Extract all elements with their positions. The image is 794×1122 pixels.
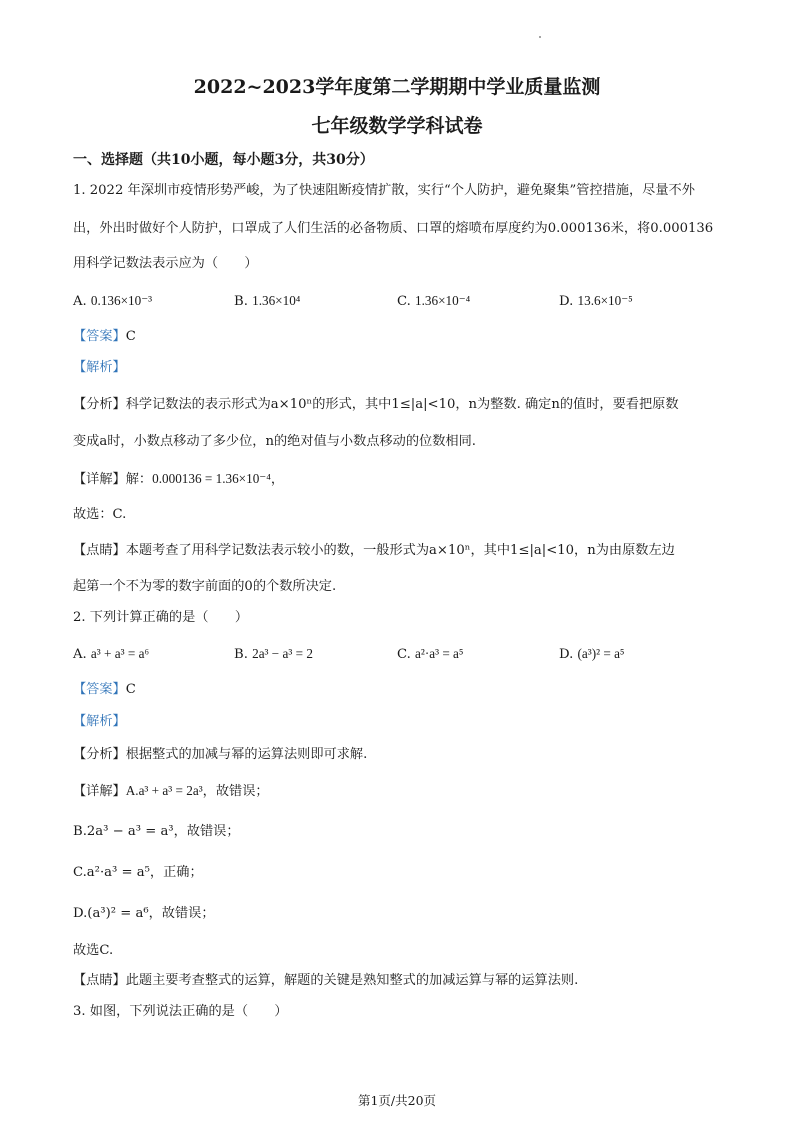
page-number: 第1页/共20页: [357, 1093, 437, 1108]
fenxi-tag: 【分析】: [73, 747, 126, 762]
q2-option-c: [397, 643, 464, 666]
q1-stem-line2: 出，外出时做好个人防护，口罩成了人们生活的必备物质、口罩的熔喷布厚度约为0.000136米，将0.000136: [73, 221, 714, 236]
q1-fenxi-line2: 变成a时，小数点移动了多少位，n的绝对值与小数点移动的位数相同.: [73, 434, 476, 449]
analysis-tag: 【解析】: [73, 360, 126, 375]
q2-analysis-tag: [73, 711, 126, 733]
q2-stem: 2. 下列计算正确的是（ ）: [73, 610, 249, 625]
dianjing-tag: 【点睛】: [73, 543, 126, 558]
q1-option-c: [397, 290, 470, 313]
detail-text: 解：0.000136 = 1.36×10⁻⁴，: [125, 471, 285, 486]
q1-dianjing-line1: [73, 540, 675, 562]
exam-title: 2022~2023学年度第二学期期中学业质量监测: [193, 76, 601, 98]
option-label: C.: [397, 647, 411, 662]
answer-tag: 【答案】: [73, 682, 126, 697]
option-text: 1.36×10⁻⁴: [415, 293, 471, 308]
option-text: (a³)² = a⁵: [577, 646, 625, 661]
option-label: B.: [234, 294, 248, 309]
answer-value: C: [125, 682, 136, 697]
option-label: A.: [73, 294, 87, 309]
option-text: 0.136×10⁻³: [90, 293, 153, 308]
q1-option-b: [234, 290, 300, 313]
q2-detail-a: [73, 780, 269, 803]
q2-detail-d: D.(a³)² = a⁶，故错误；: [73, 906, 215, 921]
option-text: a³ + a³ = a⁶: [90, 646, 150, 661]
answer-tag: 【答案】: [73, 329, 126, 344]
answer-value: C: [125, 329, 136, 344]
dianjing-text: 此题主要考查整式的运算，解题的关键是熟知整式的加减运算与幂的运算法则.: [125, 973, 579, 988]
q1-option-a: [73, 290, 152, 313]
dianjing-text: 本题考查了用科学记数法表示较小的数，一般形式为a×10ⁿ，其中1≤|a|<10，n为由原数左边: [125, 543, 675, 558]
scan-dot: [539, 36, 541, 38]
q1-dianjing-line2: 起第一个不为零的数字前面的0的个数所决定.: [73, 579, 337, 594]
detail-tag: 【详解】: [73, 784, 126, 799]
q2-option-d: [559, 643, 625, 666]
q3-stem: 3. 如图，下列说法正确的是（ ）: [73, 1004, 288, 1019]
section-heading: 一、选择题（共10小题，每小题3分，共30分）: [73, 152, 374, 168]
q2-option-a: [73, 643, 149, 666]
dianjing-tag: 【点睛】: [73, 973, 126, 988]
q1-fenxi-line1: [73, 394, 679, 416]
option-text: 1.36×10⁴: [252, 293, 301, 308]
q2-detail-b: B.2a³ − a³ = a³，故错误；: [73, 824, 240, 839]
q2-dianjing: [73, 970, 578, 992]
q1-analysis-tag: [73, 357, 126, 379]
detail-tag: 【详解】: [73, 472, 126, 487]
analysis-tag: 【解析】: [73, 714, 126, 729]
q1-answer: [73, 326, 136, 348]
q1-stem-line3: 用科学记数法表示应为（ ）: [73, 256, 258, 271]
option-label: B.: [234, 647, 248, 662]
detail-text: A.a³ + a³ = 2a³，故错误；: [125, 783, 269, 798]
q2-detail-c: C.a²·a³ = a⁵，正确；: [73, 865, 203, 880]
option-label: D.: [559, 294, 574, 309]
option-label: D.: [559, 647, 574, 662]
q2-answer: [73, 679, 136, 701]
exam-subtitle: 七年级数学学科试卷: [311, 115, 483, 137]
q1-choose: 故选：C.: [73, 507, 127, 522]
fenxi-text: 科学记数法的表示形式为a×10ⁿ的形式，其中1≤|a|<10，n为整数. 确定n的值时，要看把原数: [125, 397, 679, 412]
option-label: C.: [397, 294, 411, 309]
option-label: A.: [73, 647, 87, 662]
fenxi-tag: 【分析】: [73, 397, 126, 412]
q2-fenxi: [73, 744, 367, 766]
q1-stem-line1: 1. 2022 年深圳市疫情形势严峻，为了快速阻断疫情扩散，实行“个人防护，避免聚集”管控措施，尽量不外: [73, 183, 695, 198]
option-text: a²·a³ = a⁵: [415, 646, 464, 661]
q2-choose: 故选C.: [73, 943, 114, 958]
option-text: 2a³ − a³ = 2: [252, 646, 313, 661]
q1-detail: [73, 468, 284, 491]
option-text: 13.6×10⁻⁵: [577, 293, 633, 308]
fenxi-text: 根据整式的加减与幂的运算法则即可求解.: [125, 747, 368, 762]
q2-option-b: [234, 643, 313, 666]
q1-option-d: [559, 290, 633, 313]
